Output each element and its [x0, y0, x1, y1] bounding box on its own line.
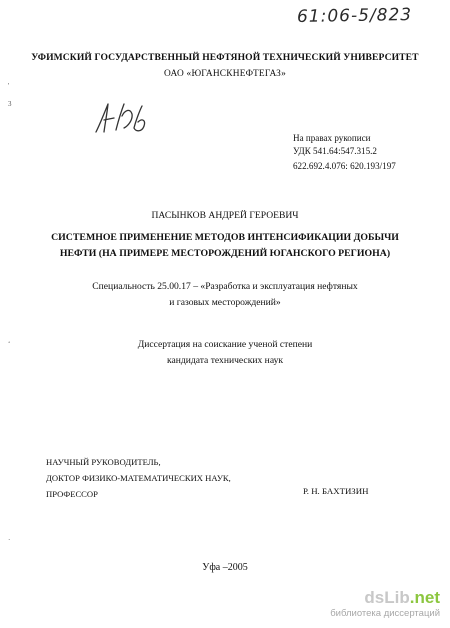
organization-name: ОАО «ЮГАНСКНЕФТЕГАЗ»: [164, 69, 286, 79]
city-year: Уфа –2005: [202, 562, 248, 573]
margin-mark: ‘: [8, 340, 11, 348]
degree-line: Диссертация на соискание ученой степени: [137, 339, 313, 350]
watermark-subtitle: библиотека диссертаций: [330, 608, 440, 619]
author-signature-icon: [92, 98, 152, 138]
supervisor-block: [46, 454, 231, 502]
supervisor-line: ДОКТОР ФИЗИКО-МАТЕМАТИЧЕСКИХ НАУК,: [46, 473, 231, 483]
degree-statement: [0, 337, 450, 369]
watermark-logo-accent: .net: [409, 588, 440, 607]
udc-code: УДК 541.64:547.315.2: [293, 146, 377, 156]
author-name: ПАСЫНКОВ АНДРЕЙ ГЕРОЕВИЧ: [151, 210, 299, 221]
supervisor-line: НАУЧНЫЙ РУКОВОДИТЕЛЬ,: [46, 457, 161, 467]
watermark: [320, 589, 440, 619]
udc-code-continued: 622.692.4.076: 620.193/197: [293, 161, 396, 171]
specialty-line: и газовых месторождений»: [169, 297, 281, 308]
margin-mark: ·: [8, 536, 11, 544]
title-line: НЕФТИ (НА ПРИМЕРЕ МЕСТОРОЖДЕНИЙ ЮГАНСКОГО РЕГИОНА): [59, 248, 391, 259]
title-line: СИСТЕМНОЕ ПРИМЕНЕНИЕ МЕТОДОВ ИНТЕНСИФИКАЦИИ ДОБЫЧИ: [51, 232, 399, 243]
dissertation-title: [0, 230, 450, 262]
watermark-logo: [320, 589, 440, 607]
degree-line: кандидата технических наук: [166, 355, 284, 366]
university-name: УФИМСКИЙ ГОСУДАРСТВЕННЫЙ НЕФТЯНОЙ ТЕХНИЧЕСКИЙ УНИВЕРСИТЕТ: [31, 52, 419, 63]
specialty: [0, 279, 450, 311]
margin-mark: ': [8, 82, 10, 90]
rights-label: На правах рукописи: [293, 133, 371, 143]
supervisor-name: Р. Н. БАХТИЗИН: [303, 486, 369, 496]
margin-mark: 3: [8, 100, 12, 108]
supervisor-line: ПРОФЕССОР: [46, 489, 98, 499]
specialty-line: Специальность 25.00.17 – «Разработка и эксплуатация нефтяных: [92, 281, 358, 292]
watermark-logo-main: dsLib: [364, 588, 410, 607]
archive-number-handwritten: 61:06-5/823: [296, 4, 413, 28]
